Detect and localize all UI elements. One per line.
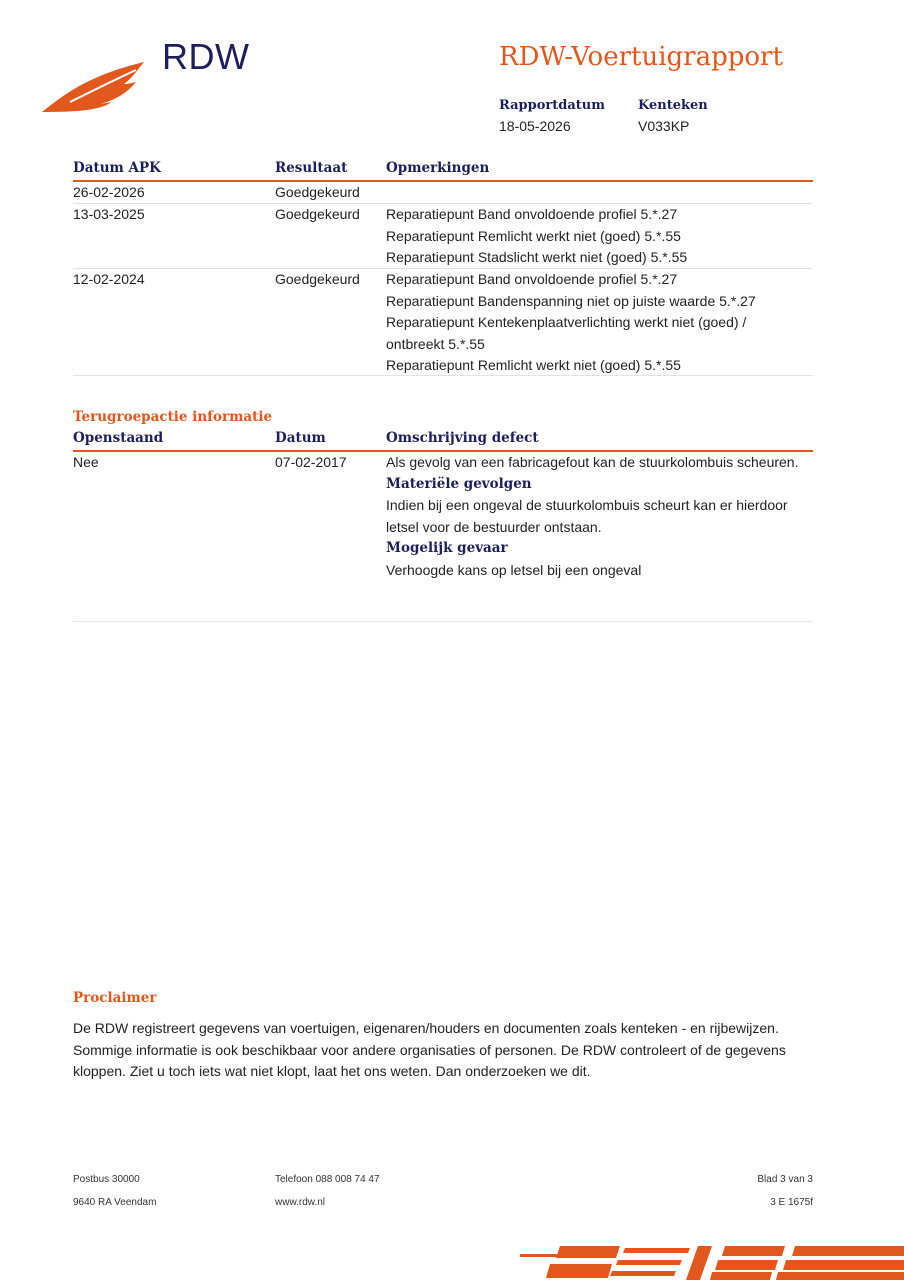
consequences-text: Indien bij een ongeval de stuurkolombuis scheurt kan er hierdoor letsel voor de bestuurder ontstaan. bbox=[386, 497, 788, 535]
col-date-apk: Datum APK bbox=[73, 160, 161, 176]
consequences-heading: Materiële gevolgen bbox=[386, 475, 532, 492]
apk-result: Goedgekeurd bbox=[275, 271, 360, 287]
col-open: Openstaand bbox=[73, 430, 164, 446]
footer-code: 3 E 1675f bbox=[770, 1197, 813, 1208]
footer-page: Blad 3 van 3 bbox=[757, 1174, 813, 1185]
apk-remarks bbox=[386, 204, 806, 269]
disclaimer-text: De RDW registreert gegevens van voertuigen, eigenaren/houders en documenten zoals kenteken - en rijbewijzen. Sommige informatie is ook beschikbaar voor andere organisaties of personen. De RDW controleert of de gegevens kloppen. Ziet u toch iets wat niet klopt, laat het ons weten. Dan onderzoeken we dit. bbox=[73, 1020, 786, 1079]
col-defect: Omschrijving defect bbox=[386, 430, 539, 446]
recall-details bbox=[386, 452, 806, 581]
recall-open: Nee bbox=[73, 454, 99, 470]
rdw-logo-icon bbox=[40, 58, 150, 116]
table-row bbox=[73, 269, 813, 376]
apk-remarks bbox=[386, 269, 776, 377]
remark: Reparatiepunt Remlicht werkt niet (goed) 5.*.55 bbox=[386, 227, 681, 244]
apk-result: Goedgekeurd bbox=[275, 206, 360, 222]
decorative-stripes-icon bbox=[520, 1244, 904, 1280]
plate-label: Kenteken bbox=[638, 98, 708, 113]
report-title: RDW-Voertuigrapport bbox=[499, 42, 783, 72]
remark: Reparatiepunt Remlicht werkt niet (goed) 5.*.55 bbox=[386, 357, 681, 373]
recall-section-title: Terugroepactie informatie bbox=[73, 409, 273, 425]
footer-city: 9640 RA Veendam bbox=[73, 1197, 157, 1208]
table-row bbox=[73, 452, 813, 622]
footer-postbus: Postbus 30000 bbox=[73, 1174, 140, 1185]
remark: Reparatiepunt Band onvoldoende profiel 5.*.27 bbox=[386, 206, 678, 222]
recall-date: 07-02-2017 bbox=[275, 454, 347, 470]
remark: Reparatiepunt Band onvoldoende profiel 5.*.27 bbox=[386, 271, 678, 287]
plate-number: V033KP bbox=[638, 118, 690, 134]
disclaimer-title: Proclaimer bbox=[73, 990, 157, 1006]
col-recall-date: Datum bbox=[275, 430, 326, 446]
apk-table-header bbox=[73, 158, 813, 182]
apk-table bbox=[73, 158, 813, 376]
col-remarks: Opmerkingen bbox=[386, 160, 490, 176]
danger-heading: Mogelijk gevaar bbox=[386, 540, 508, 556]
apk-date: 12-02-2024 bbox=[73, 271, 145, 287]
remark: Reparatiepunt Kentekenplaatverlichting werkt niet (goed) / ontbreekt 5.*.55 bbox=[386, 314, 747, 352]
footer-website: www.rdw.nl bbox=[275, 1197, 326, 1208]
report-date: 18-05-2026 bbox=[499, 118, 571, 134]
defect-description: Als gevolg van een fabricagefout kan de stuurkolombuis scheuren. bbox=[386, 454, 799, 470]
recall-table-header bbox=[73, 428, 813, 452]
table-row bbox=[73, 204, 813, 269]
remark: Reparatiepunt Stadslicht werkt niet (goed) 5.*.55 bbox=[386, 249, 688, 265]
apk-result: Goedgekeurd bbox=[275, 184, 360, 200]
recall-table bbox=[73, 428, 813, 622]
report-date-label: Rapportdatum bbox=[499, 98, 605, 113]
footer-phone: Telefoon 088 008 74 47 bbox=[275, 1174, 380, 1185]
apk-date: 26-02-2026 bbox=[73, 184, 145, 200]
logo-text: RDW bbox=[162, 36, 250, 77]
apk-date: 13-03-2025 bbox=[73, 206, 145, 222]
table-row bbox=[73, 182, 813, 204]
col-result: Resultaat bbox=[275, 160, 348, 176]
remark: Reparatiepunt Bandenspanning niet op juiste waarde 5.*.27 bbox=[386, 292, 756, 309]
danger-text: Verhoogde kans op letsel bij een ongeval bbox=[386, 561, 642, 578]
